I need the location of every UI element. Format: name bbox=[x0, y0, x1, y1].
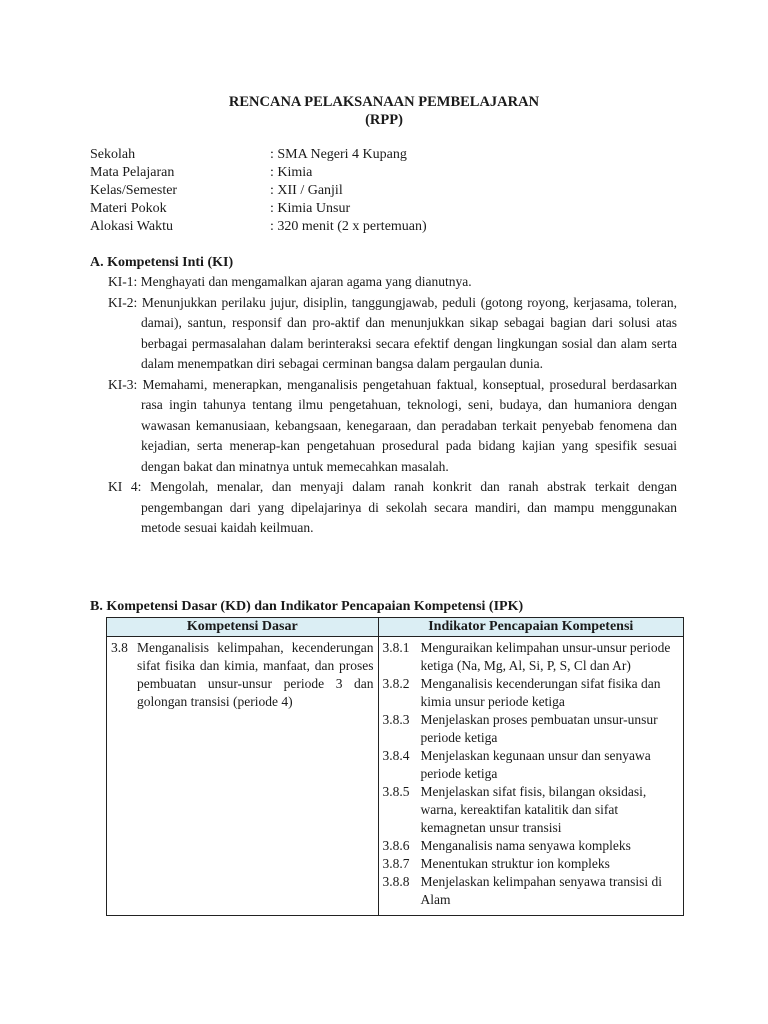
identity-row bbox=[90, 164, 427, 182]
kd-number: 3.8 bbox=[111, 640, 128, 655]
section-a-heading: A. Kompetensi Inti (KI) bbox=[90, 255, 234, 270]
table-header-row bbox=[107, 618, 684, 637]
ipk-text: Menjelaskan proses pembuatan unsur-unsur periode ketiga bbox=[420, 712, 658, 745]
ki-item: KI-3: Memahami, menerapkan, menganalisis pengetahuan faktual, konseptual, prosedural berdasarkan rasa ingin tahunya tentang ilmu pengetahuan, teknologi, seni, budaya, dan humaniora dengan wawasan kemanusiaan, kebangsaan, kenegaraan, dan peradaban terkait penyebab fenomena dan kejadian, serta menerap-kan pengetahuan prosedural pada bidang kajian yang spesifik sesuai dengan bakat dan minatnya untuk memecahkan masalah. bbox=[108, 376, 677, 474]
identity-value: : Kimia Unsur bbox=[270, 201, 351, 216]
ipk-text: Menganalisis nama senyawa kompleks bbox=[420, 838, 631, 853]
identity-row bbox=[90, 182, 427, 200]
identity-label: Sekolah bbox=[90, 147, 136, 162]
identity-value: : XII / Ganjil bbox=[270, 183, 343, 198]
ipk-item bbox=[383, 873, 679, 909]
ipk-item bbox=[383, 783, 679, 837]
identity-label: Alokasi Waktu bbox=[90, 219, 173, 234]
identity-block bbox=[90, 146, 427, 236]
ipk-cell bbox=[378, 637, 683, 916]
ipk-number: 3.8.5 bbox=[382, 784, 410, 799]
column-header-ipk: Indikator Pencapaian Kompetensi bbox=[378, 618, 683, 637]
identity-value: : 320 menit (2 x pertemuan) bbox=[270, 219, 427, 234]
ipk-number: 3.8.4 bbox=[382, 748, 410, 763]
ipk-text: Menjelaskan kelimpahan senyawa transisi di Alam bbox=[420, 874, 662, 907]
ipk-item bbox=[383, 639, 679, 675]
ki-item: KI-2: Menunjukkan perilaku jujur, disiplin, tanggungjawab, peduli (gotong royong, kerjasama, toleran, damai), santun, responsif dan pro-aktif dan menunjukkan sikap sebagai bagian dari solusi atas berbagai permasalahan dalam berinteraksi secara efektif dengan lingkungan sosial dan alam serta dalam menempatkan diri sebagai cerminan bangsa dalam pergaulan dunia. bbox=[108, 294, 677, 371]
identity-value: : Kimia bbox=[270, 165, 313, 180]
identity-value: : SMA Negeri 4 Kupang bbox=[270, 147, 407, 162]
ipk-text: Menguraikan kelimpahan unsur-unsur periode ketiga (Na, Mg, Al, Si, P, S, Cl dan Ar) bbox=[420, 640, 671, 673]
ipk-number: 3.8.1 bbox=[382, 640, 410, 655]
document-subtitle: (RPP) bbox=[365, 112, 403, 128]
identity-label: Mata Pelajaran bbox=[90, 165, 175, 180]
ipk-item bbox=[383, 837, 679, 855]
ipk-number: 3.8.6 bbox=[382, 838, 410, 853]
ki-item: KI 4: Mengolah, menalar, dan menyaji dalam ranah konkrit dan ranah abstrak terkait dengan pengembangan dari yang dipelajarinya di sekolah secara mandiri, dan mampu menggunakan metode sesuai kaidah keilmuan. bbox=[108, 479, 677, 535]
identity-row bbox=[90, 146, 427, 164]
section-b-heading: B. Kompetensi Dasar (KD) dan Indikator Pencapaian Kompetensi (IPK) bbox=[90, 599, 524, 614]
identity-label: Materi Pokok bbox=[90, 201, 167, 216]
identity-row bbox=[90, 200, 427, 218]
ipk-number: 3.8.3 bbox=[382, 712, 410, 727]
ki-list bbox=[108, 272, 677, 539]
ipk-number: 3.8.7 bbox=[382, 856, 410, 871]
kd-cell bbox=[107, 637, 379, 916]
column-header-kd: Kompetensi Dasar bbox=[107, 618, 379, 637]
ipk-number: 3.8.8 bbox=[382, 874, 410, 889]
ipk-item bbox=[383, 747, 679, 783]
ipk-number: 3.8.2 bbox=[382, 676, 410, 691]
table-row bbox=[107, 637, 684, 916]
ipk-text: Menentukan struktur ion kompleks bbox=[420, 856, 610, 871]
identity-row bbox=[90, 218, 427, 236]
ipk-text: Menganalisis kecenderungan sifat fisika dan kimia unsur periode ketiga bbox=[420, 676, 661, 709]
kd-text: Menganalisis kelimpahan, kecenderungan sifat fisika dan kimia, manfaat, dan proses pembuatan unsur-unsur periode 3 dan golongan transisi (periode 4) bbox=[137, 640, 374, 709]
ipk-item bbox=[383, 675, 679, 711]
ipk-item bbox=[383, 855, 679, 873]
document-title: RENCANA PELAKSANAAN PEMBELAJARAN bbox=[228, 94, 540, 110]
identity-label: Kelas/Semester bbox=[90, 183, 178, 198]
ipk-text: Menjelaskan kegunaan unsur dan senyawa periode ketiga bbox=[420, 748, 651, 781]
ki-item: KI-1: Menghayati dan mengamalkan ajaran agama yang dianutnya. bbox=[108, 274, 472, 289]
kd-ipk-table bbox=[106, 617, 684, 916]
ipk-text: Menjelaskan sifat fisis, bilangan oksidasi, warna, kereaktifan katalitik dan sifat kemagnetan unsur transisi bbox=[420, 784, 647, 835]
ipk-item bbox=[383, 711, 679, 747]
